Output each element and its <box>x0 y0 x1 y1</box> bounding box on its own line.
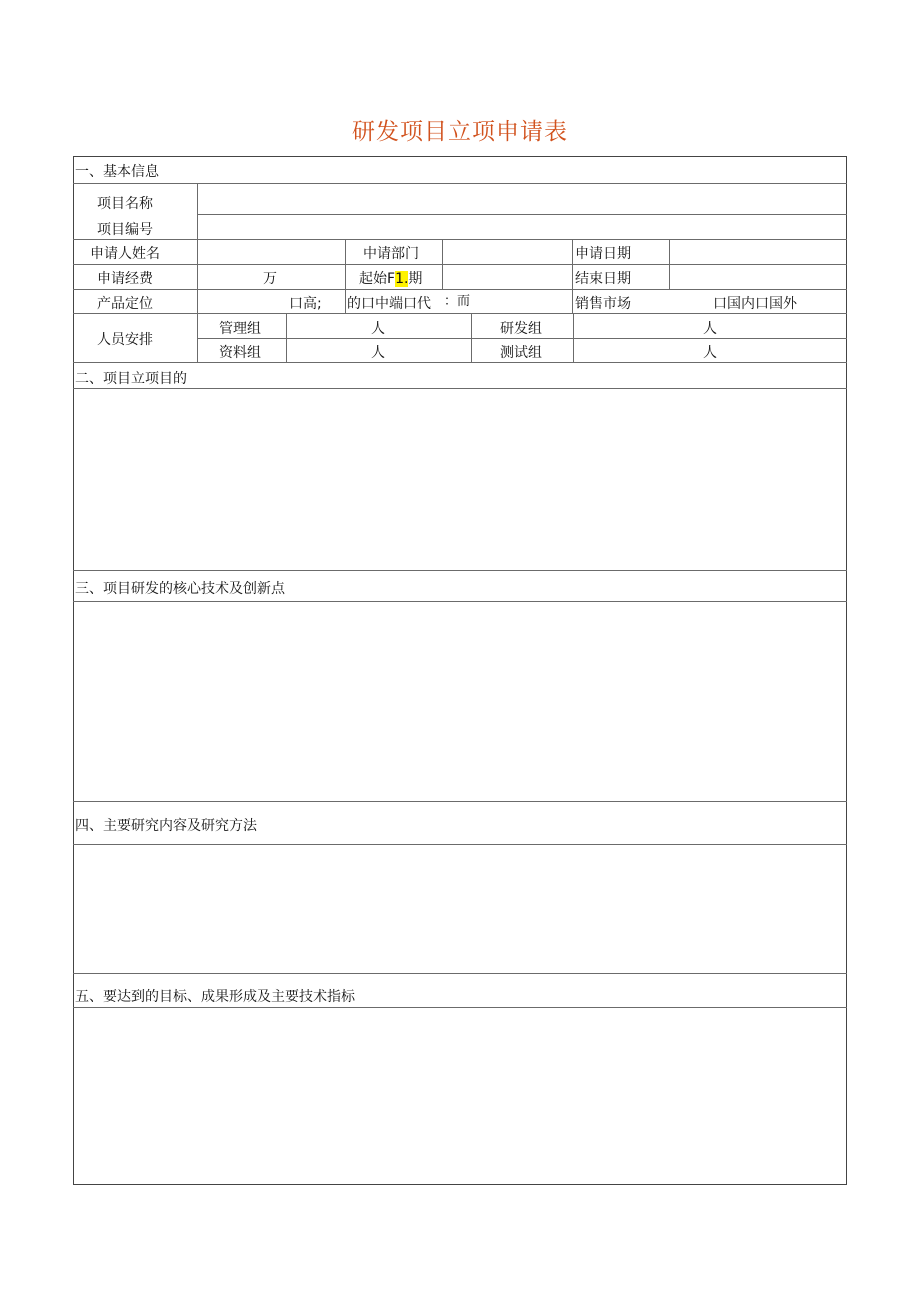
start-date-label-suffix: 期 <box>408 271 423 287</box>
section-purpose-body[interactable] <box>74 389 846 570</box>
end-date-label: 结束日期 <box>575 271 631 287</box>
start-date-label-prefix: 起始F <box>359 271 396 287</box>
applicant-name-label: 申请人姓名 <box>90 246 160 262</box>
row-divider <box>73 362 847 363</box>
column-divider <box>669 239 670 289</box>
positioning-option-mid: 的口中端口代 <box>347 296 431 312</box>
row-divider <box>73 313 847 314</box>
rnd-group-label: 研发组 <box>500 321 542 337</box>
column-divider <box>573 313 574 362</box>
staffing-label: 人员安排 <box>97 332 153 348</box>
sales-market-label: 销售市场 <box>575 296 631 312</box>
sales-market-options: 口国内口国外 <box>713 296 797 312</box>
start-date-label <box>359 270 422 288</box>
column-divider <box>471 313 472 362</box>
management-group-label: 管理组 <box>219 321 261 337</box>
rnd-group-unit: 人 <box>703 321 717 337</box>
budget-unit: 万 <box>263 271 277 287</box>
row-divider <box>73 289 847 290</box>
section-core-technology-body[interactable] <box>74 602 846 801</box>
row-divider <box>73 264 847 265</box>
section-research-content-body[interactable] <box>74 845 846 973</box>
row-divider <box>73 973 847 974</box>
column-divider <box>345 239 346 313</box>
department-label: 中请部门 <box>363 246 419 262</box>
section-goals-body[interactable] <box>74 1008 846 1184</box>
row-divider <box>73 801 847 802</box>
row-divider <box>73 183 847 184</box>
section-core-technology-heading: 三、项目研发的核心技术及创新点 <box>75 581 285 597</box>
documentation-group-unit: 人 <box>371 345 385 361</box>
column-divider <box>442 239 443 289</box>
page-title: 研发项目立项申请表 <box>352 119 568 145</box>
start-date-label-highlight: 1. <box>395 271 409 287</box>
management-group-unit: 人 <box>371 321 385 337</box>
product-positioning-label: 产品定位 <box>97 296 153 312</box>
testing-group-label: 测试组 <box>500 345 542 361</box>
section-basic-info-heading: 一、基本信息 <box>75 164 159 180</box>
column-divider <box>572 239 573 313</box>
section-goals-heading: 五、要达到的目标、成果形成及主要技术指标 <box>75 989 355 1005</box>
positioning-option-tail: ：而 <box>444 294 471 309</box>
positioning-option-high: 口高; <box>289 296 322 312</box>
documentation-group-label: 资料组 <box>219 345 261 361</box>
row-divider <box>197 338 847 339</box>
apply-date-label: 申请日期 <box>575 246 631 262</box>
budget-label: 申请经费 <box>97 271 153 287</box>
row-divider <box>73 239 847 240</box>
row-divider <box>73 570 847 571</box>
column-divider <box>197 183 198 362</box>
section-research-content-heading: 四、主要研究内容及研究方法 <box>75 818 257 834</box>
section-purpose-heading: 二、项目立项目的 <box>75 371 187 387</box>
project-name-label: 项目名称 <box>97 196 153 212</box>
row-divider <box>197 214 847 215</box>
testing-group-unit: 人 <box>703 345 717 361</box>
project-no-label: 项目编号 <box>97 222 153 238</box>
column-divider <box>286 313 287 362</box>
